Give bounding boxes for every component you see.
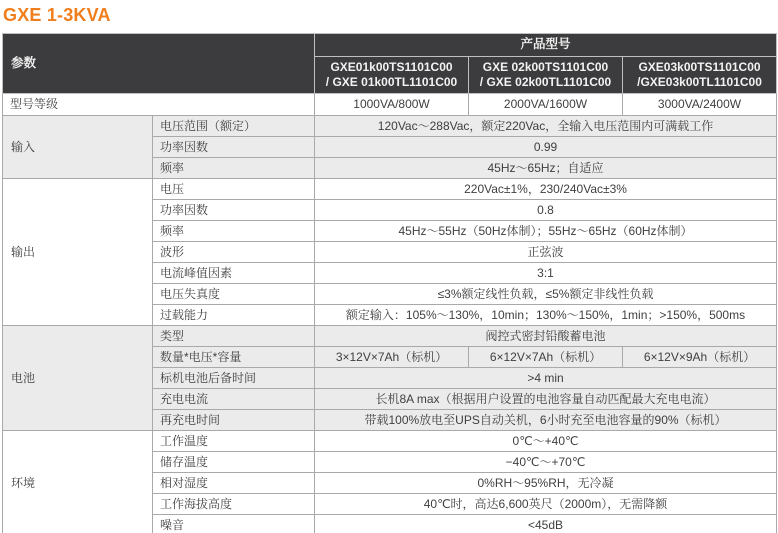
param-label-environment-1: 工作温度 (153, 431, 315, 452)
spec-table-body (3, 94, 777, 533)
model-name-line2: / GXE 02k00TL1101C00 (479, 75, 612, 89)
param-label-environment-3: 相对湿度 (153, 473, 315, 494)
param-label-battery-2: 数量*电压*容量 (153, 347, 315, 368)
param-label-output-3: 频率 (153, 221, 315, 242)
section-label-environment: 环境 (3, 431, 153, 533)
section-label-battery: 电池 (3, 326, 153, 431)
page-title: GXE 1-3KVA (3, 5, 111, 25)
param-value-battery-2-1: 3×12V×7Ah（标机） (315, 347, 469, 368)
model-name-line2: / GXE 01k00TL1101C00 (325, 75, 458, 89)
param-label-output-6: 电压失真度 (153, 284, 315, 305)
param-label-output-2: 功率因数 (153, 200, 315, 221)
param-value-battery-2-2: 6×12V×7Ah（标机） (469, 347, 623, 368)
param-value-output-1: 220Vac±1%，230/240Vac±3% (315, 179, 777, 200)
param-value-battery-3: >4 min (315, 368, 777, 389)
param-value-environment-4: 40℃时，高达6,600英尺（2000m），无需降额 (315, 494, 777, 515)
param-value-battery-5: 带载100%放电至UPS自动关机，6小时充至电池容量的90%（标机） (315, 410, 777, 431)
param-value-output-2: 0.8 (315, 200, 777, 221)
param-value-input-2: 0.99 (315, 137, 777, 158)
model-name-cell-2 (469, 57, 623, 94)
param-label-battery-4: 充电电流 (153, 389, 315, 410)
section-label-output: 输出 (3, 179, 153, 326)
rating-value-2: 2000VA/1600W (469, 94, 623, 116)
section-label-input: 输入 (3, 116, 153, 179)
spec-row-environment-1 (3, 431, 777, 452)
param-value-environment-1: 0℃～+40℃ (315, 431, 777, 452)
product-model-header-cell: 产品型号 (315, 34, 777, 57)
param-label-output-5: 电流峰值因素 (153, 263, 315, 284)
param-value-input-1: 120Vac～288Vac，额定220Vac，全输入电压范围内可满载工作 (315, 116, 777, 137)
rating-value-1: 1000VA/800W (315, 94, 469, 116)
param-label-environment-5: 噪音 (153, 515, 315, 533)
rating-value-3: 3000VA/2400W (623, 94, 777, 116)
param-label-environment-4: 工作海拔高度 (153, 494, 315, 515)
param-value-environment-3: 0%RH～95%RH，无冷凝 (315, 473, 777, 494)
param-label-output-1: 电压 (153, 179, 315, 200)
model-name-line2: /GXE03k00TL1101C00 (637, 75, 762, 89)
param-label-battery-5: 再充电时间 (153, 410, 315, 431)
model-name-line1: GXE01k00TS1101C00 (330, 60, 453, 74)
param-label-battery-1: 类型 (153, 326, 315, 347)
param-label-input-1: 电压范围（额定） (153, 116, 315, 137)
spec-row-battery-1 (3, 326, 777, 347)
param-value-output-3: 45Hz～55Hz（50Hz体制）；55Hz～65Hz（60Hz体制） (315, 221, 777, 242)
param-header-cell: 参数 (3, 34, 315, 94)
model-name-line1: GXE 02k00TS1101C00 (482, 60, 609, 74)
model-name-cell-1 (315, 57, 469, 94)
header-row-product-model (3, 34, 777, 57)
param-value-environment-5: <45dB (315, 515, 777, 533)
param-value-battery-1: 阀控式密封铅酸蓄电池 (315, 326, 777, 347)
param-value-battery-4: 长机8A max（根据用户设置的电池容量自动匹配最大充电电流） (315, 389, 777, 410)
spec-table-header (3, 34, 777, 94)
spec-table (2, 33, 777, 533)
model-name-cell-3 (623, 57, 777, 94)
param-value-output-5: 3:1 (315, 263, 777, 284)
param-label-output-4: 波形 (153, 242, 315, 263)
rating-row (3, 94, 777, 116)
param-value-environment-2: −40℃～+70℃ (315, 452, 777, 473)
param-label-environment-2: 储存温度 (153, 452, 315, 473)
param-value-battery-2-3: 6×12V×9Ah（标机） (623, 347, 777, 368)
spec-row-input-1 (3, 116, 777, 137)
param-value-output-7: 额定输入：105%～130%，10min；130%～150%，1min；>150%，500ms (315, 305, 777, 326)
param-label-input-2: 功率因数 (153, 137, 315, 158)
spec-row-output-1 (3, 179, 777, 200)
param-value-output-4: 正弦波 (315, 242, 777, 263)
model-name-line1: GXE03k00TS1101C00 (638, 60, 761, 74)
param-value-output-6: ≤3%额定线性负载，≤5%额定非线性负载 (315, 284, 777, 305)
param-label-battery-3: 标机电池后备时间 (153, 368, 315, 389)
param-label-input-3: 频率 (153, 158, 315, 179)
param-value-input-3: 45Hz～65Hz；自适应 (315, 158, 777, 179)
rating-label: 型号等级 (3, 94, 315, 116)
param-label-output-7: 过载能力 (153, 305, 315, 326)
